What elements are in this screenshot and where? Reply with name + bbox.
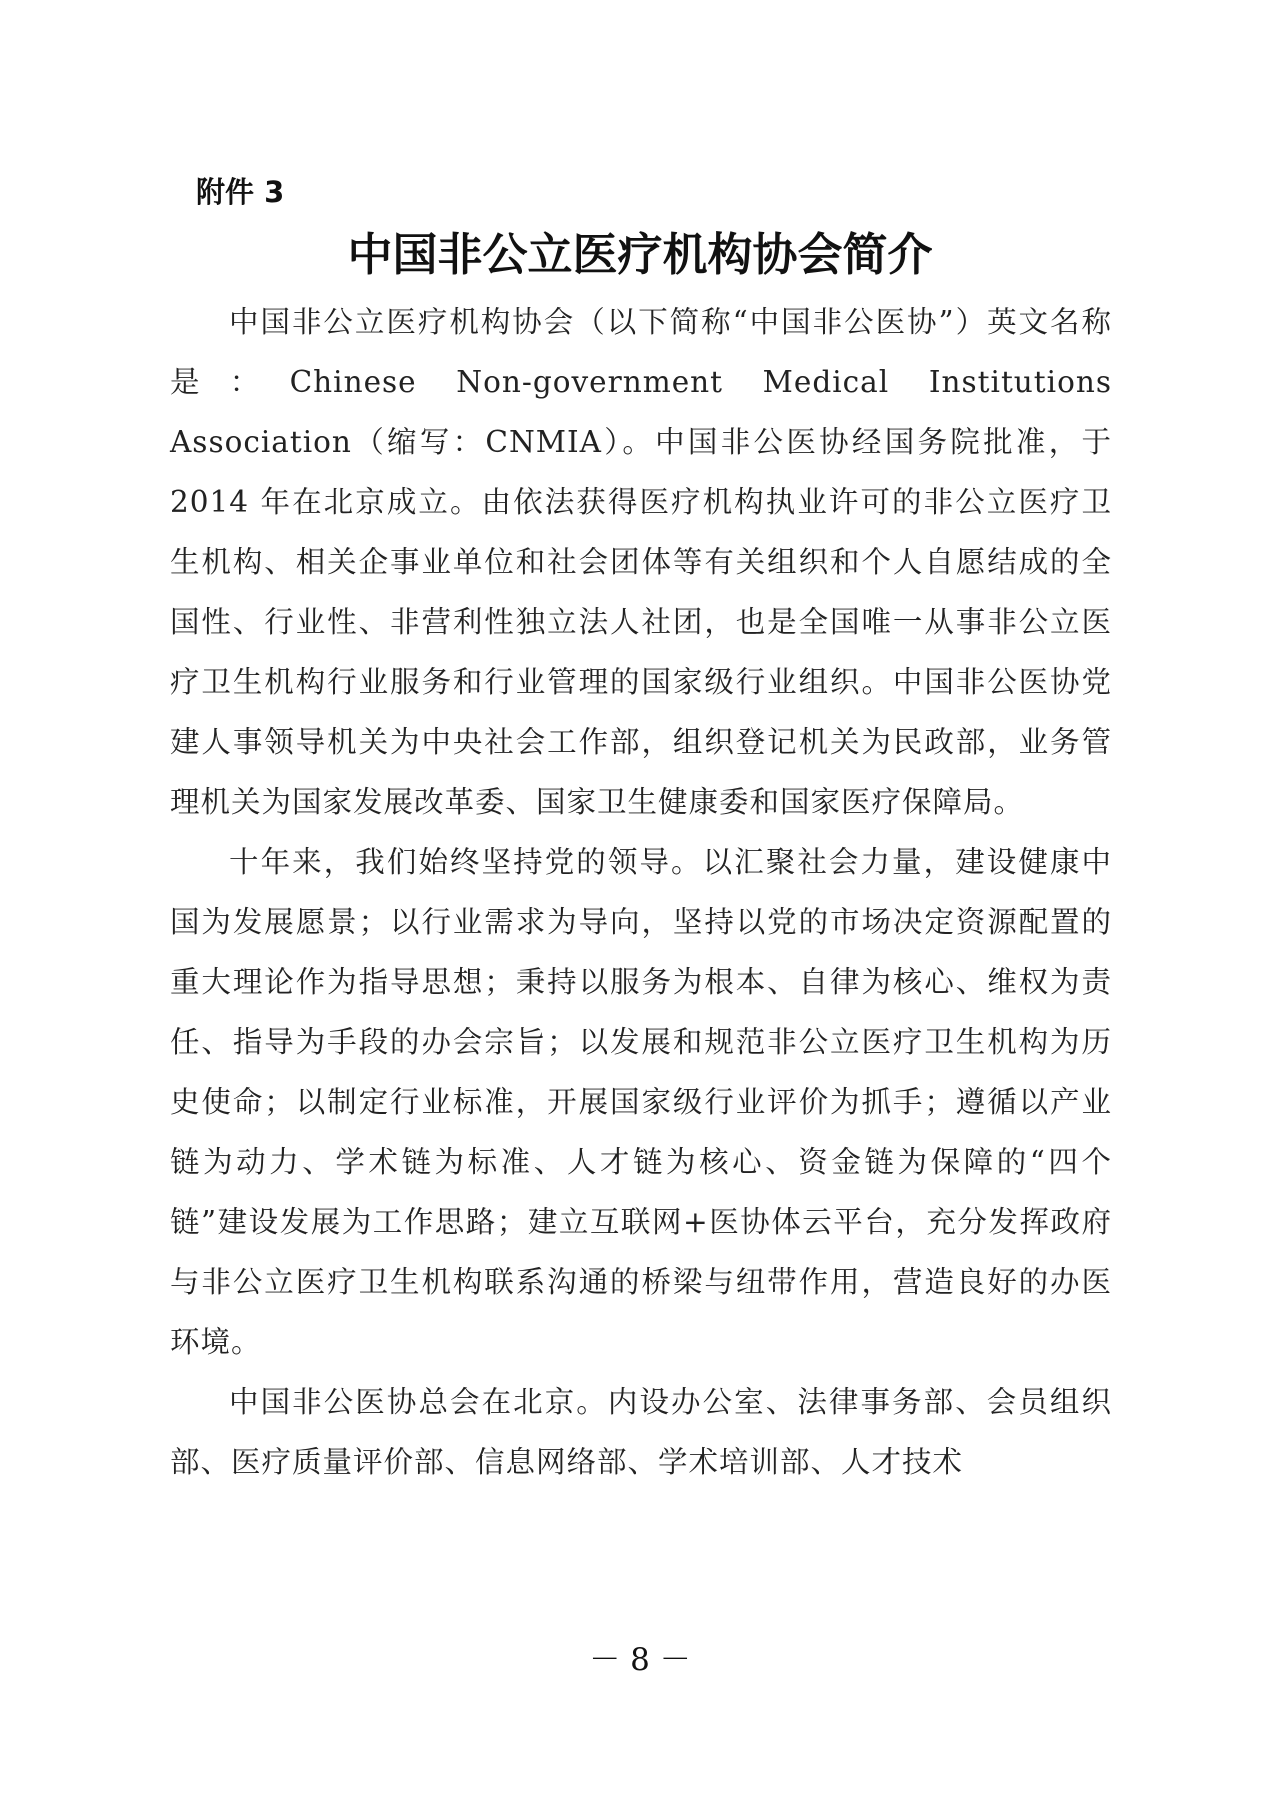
document-title: 中国非公立医疗机构协会简介 <box>347 228 933 281</box>
paragraph-introduction: 中国非公立医疗机构协会（以下简称“中国非公医协”）英文名称是：Chinese Non-government Medical Institutions Association（缩写：CNMIA）。中国非公医协经国务院批准，于2014 年在北京成立。由依法获得医疗机构执业许可的非公立医疗卫生机构、相关企事业单位和社会团体等有关组织和个人自愿结成的全国性、行业性、非营利性独立法人社团，也是全国唯一从事非公立医疗卫生机构行业服务和行业管理的国家级行业组织。中国非公医协党建人事领导机关为中央社会工作部，组织登记机关为民政部，业务管理机关为国家发展改革委、国家卫生健康委和国家医疗保障局。 <box>170 305 1112 819</box>
page-number: － 8 － <box>589 1642 691 1678</box>
paragraph-organization: 中国非公医协总会在北京。内设办公室、法律事务部、会员组织部、医疗质量评价部、信息网络部、学术培训部、人才技术 <box>170 1385 1112 1479</box>
paragraph-development: 十年来，我们始终坚持党的领导。以汇聚社会力量，建设健康中国为发展愿景；以行业需求为导向，坚持以党的市场决定资源配置的重大理论作为指导思想；秉持以服务为根本、自律为核心、维权为责任、指导为手段的办会宗旨；以发展和规范非公立医疗卫生机构为历史使命；以制定行业标准，开展国家级行业评价为抓手；遵循以产业链为动力、学术链为标准、人才链为核心、资金链为保障的“四个链”建设发展为工作思路；建立互联网+医协体云平台，充分发挥政府与非公立医疗卫生机构联系沟通的桥梁与纽带作用，营造良好的办医环境。 <box>170 845 1112 1359</box>
document-body <box>170 292 1112 1492</box>
attachment-label: 附件 3 <box>196 175 285 209</box>
